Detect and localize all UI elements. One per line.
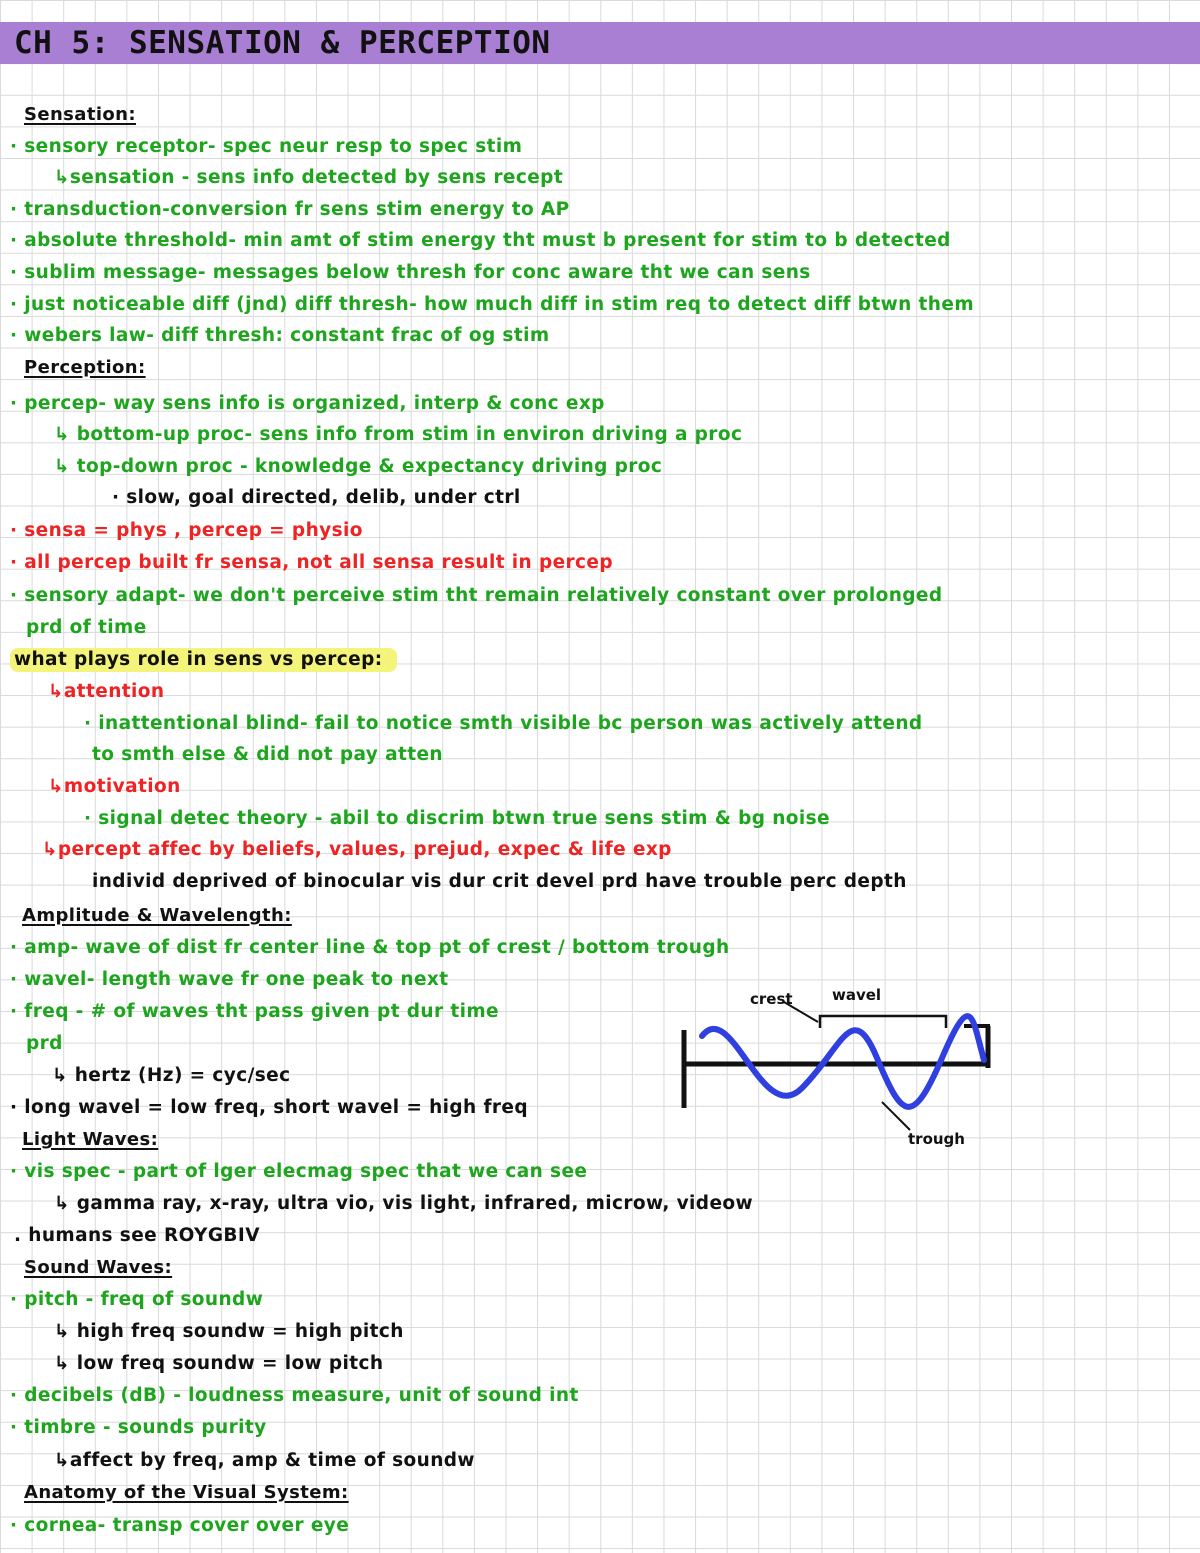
note-line: · amp- wave of dist fr center line & top pt of crest / bottom trough <box>10 937 730 958</box>
note-line: ↳sensation - sens info detected by sens recept <box>54 167 564 188</box>
note-line: · inattentional blind- fail to notice smth visible bc person was actively attend <box>84 713 923 734</box>
note-line: · signal detec theory - abil to discrim btwn true sens stim & bg noise <box>84 808 830 829</box>
note-line: · wavel- length wave fr one peak to next <box>10 969 449 990</box>
note-line: · long wavel = low freq, short wavel = high freq <box>10 1097 529 1118</box>
note-line: ↳percept affec by beliefs, values, prejud, expec & life exp <box>42 839 672 860</box>
note-line: · cornea- transp cover over eye <box>10 1515 350 1536</box>
page-title: CH 5: SENSATION & PERCEPTION <box>14 25 551 61</box>
section-heading: Sensation: <box>24 104 136 125</box>
note-line: · transduction-conversion fr sens stim energy to AP <box>10 199 570 220</box>
note-line: to smth else & did not pay atten <box>92 744 443 765</box>
trough-label: trough <box>908 1130 965 1148</box>
note-line: ↳ low freq soundw = low pitch <box>54 1353 384 1374</box>
note-line: individ deprived of binocular vis dur crit devel prd have trouble perc depth <box>92 871 907 892</box>
wavelength-bracket <box>820 1016 946 1028</box>
note-line: ↳ high freq soundw = high pitch <box>54 1321 404 1342</box>
note-line: · decibels (dB) - loudness measure, unit of sound int <box>10 1385 579 1406</box>
note-line: · sublim message- messages below thresh for conc aware tht we can sens <box>10 262 811 283</box>
section-heading: Anatomy of the Visual System: <box>24 1482 349 1503</box>
note-line: prd <box>26 1033 63 1054</box>
note-line: ↳ gamma ray, x-ray, ultra vio, vis light, infrared, microw, videow <box>54 1193 753 1214</box>
note-line: · sensa = phys , percep = physio <box>10 520 363 541</box>
note-line: · freq - # of waves tht pass given pt dur time <box>10 1001 499 1022</box>
wave-diagram <box>672 978 1002 1158</box>
note-line: ↳affect by freq, amp & time of soundw <box>54 1450 475 1471</box>
section-heading: Light Waves: <box>22 1129 159 1150</box>
crest-label: crest <box>750 990 793 1008</box>
note-line: ↳ bottom-up proc- sens info from stim in environ driving a proc <box>54 424 743 445</box>
section-heading: Sound Waves: <box>24 1257 173 1278</box>
note-line: prd of time <box>26 617 147 638</box>
note-line: ↳ hertz (Hz) = cyc/sec <box>52 1065 291 1086</box>
wavel-label: wavel <box>832 986 882 1004</box>
section-heading: Perception: <box>24 357 146 378</box>
note-line: · sensory adapt- we don't perceive stim tht remain relatively constant over prolonged <box>10 585 943 606</box>
section-heading: Amplitude & Wavelength: <box>22 905 292 926</box>
note-line: · absolute threshold- min amt of stim energy tht must b present for stim to b detected <box>10 230 951 251</box>
note-line: · pitch - freq of soundw <box>10 1289 264 1310</box>
note-line: what plays role in sens vs percep: <box>10 648 397 672</box>
note-line: ↳attention <box>48 681 165 702</box>
note-line: · just noticeable diff (jnd) diff thresh- how much diff in stim req to detect diff btwn them <box>10 294 974 315</box>
note-line: · timbre - sounds purity <box>10 1417 267 1438</box>
note-line: · webers law- diff thresh: constant frac of og stim <box>10 325 550 346</box>
note-line: · percep- way sens info is organized, interp & conc exp <box>10 393 605 414</box>
note-line: ↳ top-down proc - knowledge & expectancy driving proc <box>54 456 663 477</box>
note-line: · slow, goal directed, delib, under ctrl <box>112 487 521 508</box>
note-line: · vis spec - part of lger elecmag spec that we can see <box>10 1161 588 1182</box>
note-line: · sensory receptor- spec neur resp to spec stim <box>10 136 523 157</box>
note-line: . humans see ROYGBIV <box>14 1225 260 1246</box>
sine-wave <box>702 1016 984 1107</box>
note-line: ↳motivation <box>48 776 181 797</box>
note-line: · all percep built fr sensa, not all sensa result in percep <box>10 552 614 573</box>
